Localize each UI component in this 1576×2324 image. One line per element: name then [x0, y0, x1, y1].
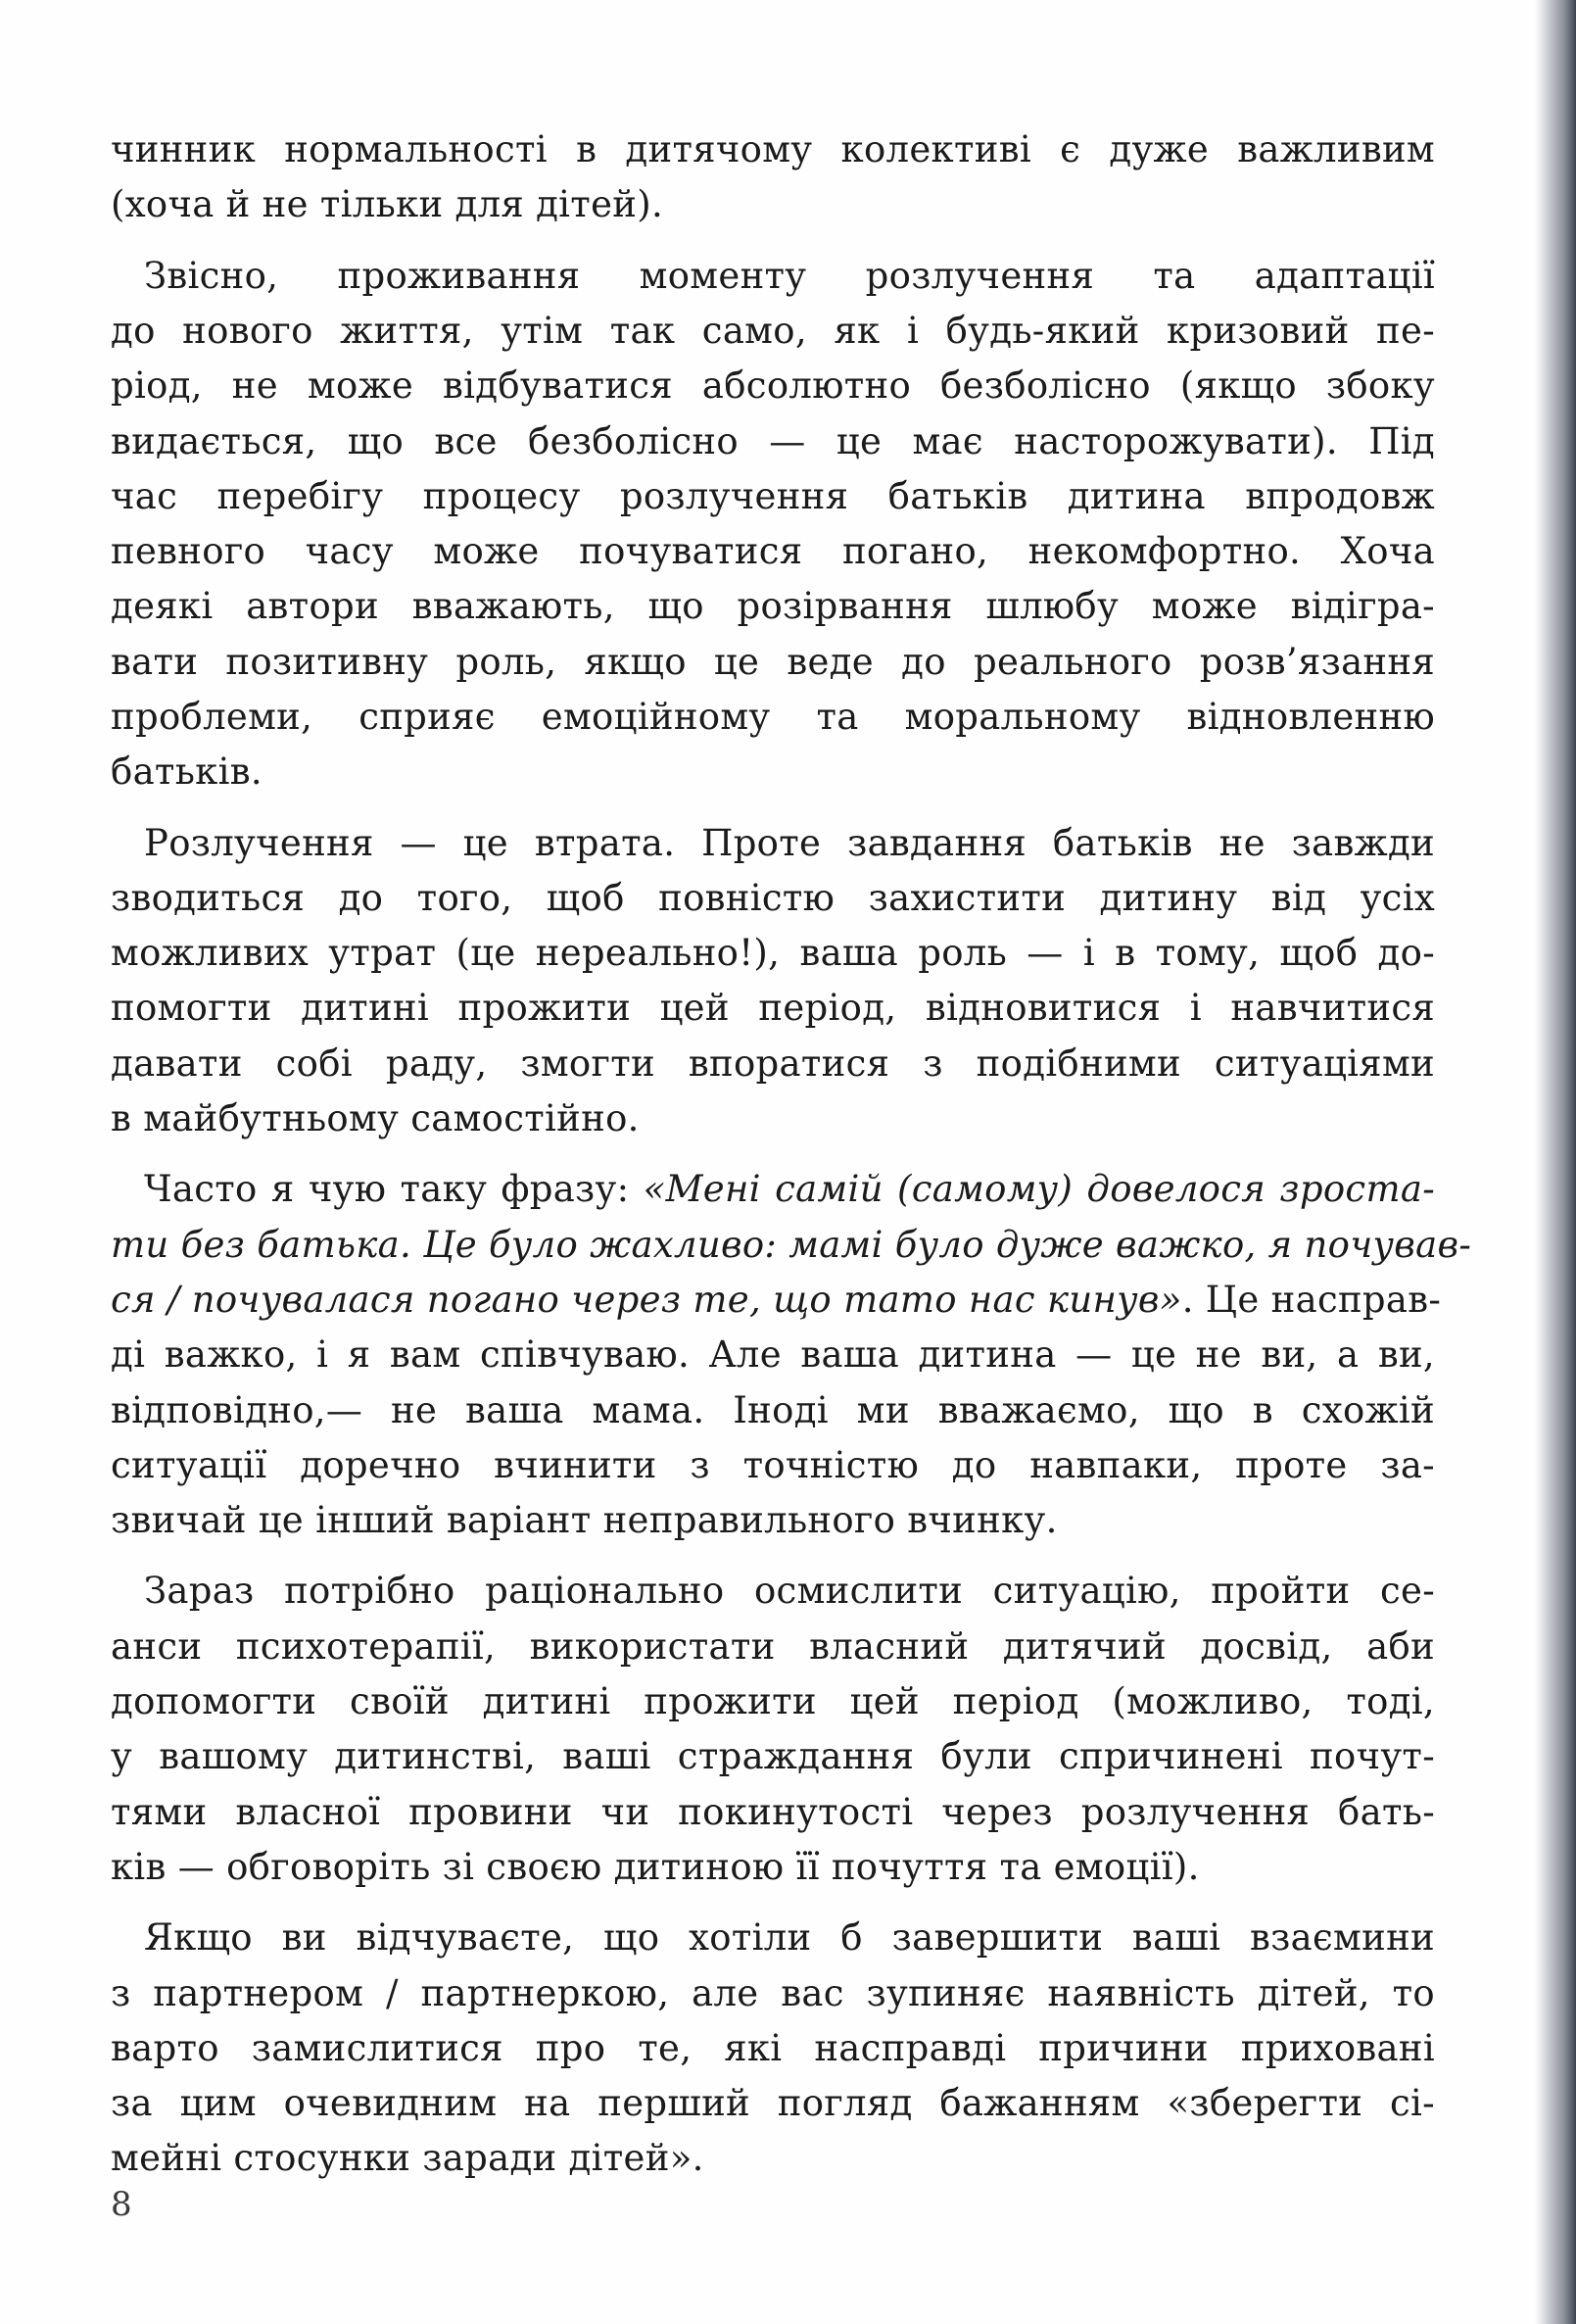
text-line — [111, 1037, 1435, 1091]
text-line — [111, 1674, 1435, 1729]
text-segment: чинник нормальності в дитячому колективі є дуже важливим — [111, 128, 1435, 170]
text-line — [111, 2076, 1435, 2131]
text-line — [111, 690, 1435, 745]
text-segment: у вашому дитинстві, ваші страждання були спричинені почут- — [111, 1735, 1435, 1777]
text-line — [111, 635, 1435, 690]
text-segment: можливих утрат (це нереально!), ваша роль — і в тому, щоб до- — [111, 932, 1435, 974]
text-segment: певного часу може почуватися погано, некомфортно. Хоча — [111, 530, 1435, 572]
text-line — [111, 926, 1435, 981]
text-segment: ситуації доречно вчинити з точністю до навпаки, проте за- — [111, 1444, 1435, 1486]
text-segment: за цим очевидним на перший погляд бажанням «зберегти сі- — [111, 2082, 1435, 2124]
text-segment: з партнером / партнеркою, але вас зупиняє наявність дітей, то — [111, 1972, 1435, 2014]
text-line — [111, 1729, 1435, 1784]
text-line — [111, 1785, 1435, 1840]
text-segment: допомогти своїй дитині прожити цей період (можливо, тоді, — [111, 1680, 1435, 1722]
text-segment: зводиться до того, щоб повністю захистити дитину від усіх — [111, 877, 1435, 919]
text-line — [111, 2021, 1435, 2076]
text-line — [111, 1966, 1435, 2021]
text-segment: Якщо ви відчуваєте, що хотіли б завершити ваші взаємини — [144, 1916, 1435, 1959]
text-line — [111, 2131, 1435, 2186]
text-line — [144, 816, 1435, 871]
page-edge-shadow — [1535, 0, 1576, 2324]
text-line — [144, 1162, 1435, 1217]
text-line — [144, 1911, 1435, 1965]
text-line — [111, 1493, 1435, 1548]
text-segment: Часто я чую таку фразу: — [144, 1168, 644, 1210]
text-line — [144, 249, 1435, 304]
text-segment: вати позитивну роль, якщо це веде до реального розв’язання — [111, 641, 1435, 683]
text-segment: видається, що все безболісно — це має насторожувати). Під — [111, 420, 1435, 462]
text-segment: помогти дитині прожити цей період, відновитися і навчитися — [111, 987, 1435, 1029]
text-line — [111, 1273, 1442, 1328]
text-line — [111, 579, 1435, 634]
quoted-italic-text: «Мені самій (самому) довелося зроста- — [643, 1168, 1435, 1210]
text-segment: до нового життя, утім так само, як і будь-який кризовий пе- — [111, 310, 1435, 352]
text-line — [111, 414, 1435, 469]
text-segment: звичай це інший варіант неправильного вчинку. — [111, 1499, 1058, 1541]
text-segment: Звісно, проживання моменту розлучення та адаптації — [144, 255, 1435, 297]
text-segment: давати собі раду, змогти впоратися з подібними ситуаціями — [111, 1042, 1435, 1085]
text-line — [111, 359, 1435, 413]
text-segment: Зараз потрібно раціонально осмислити ситуацію, пройти се- — [144, 1570, 1435, 1612]
text-line — [111, 122, 1435, 177]
text-segment: Розлучення — це втрата. Проте завдання батьків не завжди — [144, 822, 1435, 864]
text-segment: анси психотерапії, використати власний дитячий досвід, аби — [111, 1625, 1435, 1668]
text-line — [144, 1564, 1435, 1619]
text-line — [111, 304, 1435, 359]
text-segment: варто замислитися про те, які насправді причини приховані — [111, 2027, 1435, 2069]
text-segment: батьків. — [111, 750, 263, 793]
text-segment: проблеми, сприяє емоційному та моральному відновленню — [111, 696, 1435, 738]
text-segment: мейні стосунки заради дітей». — [111, 2137, 704, 2179]
text-line — [111, 524, 1435, 579]
text-line — [111, 1438, 1435, 1493]
text-segment: в майбутньому самостійно. — [111, 1097, 640, 1139]
text-segment: ді важко, і я вам співчуваю. Але ваша дитина — це не ви, а ви, — [111, 1333, 1435, 1376]
text-line — [111, 871, 1435, 926]
quoted-italic-text: ти без батька. Це було жахливо: мамі було дуже важко, я почував- — [111, 1224, 1472, 1266]
text-segment: . Це насправ- — [1181, 1279, 1442, 1321]
text-line — [111, 1620, 1435, 1674]
text-line — [111, 1383, 1435, 1438]
text-segment: тями власної провини чи покинутості через розлучення бать- — [111, 1791, 1435, 1833]
text-line — [111, 177, 1435, 232]
text-segment: відповідно,— не ваша мама. Іноді ми вважаємо, що в схожій — [111, 1389, 1435, 1431]
text-line — [111, 1328, 1435, 1382]
text-segment: деякі автори вважають, що розірвання шлюбу може відігра- — [111, 585, 1435, 627]
text-line — [111, 745, 1435, 799]
quoted-italic-text: ся / почувалася погано через те, що тато нас кинув» — [111, 1279, 1182, 1321]
text-segment: ків — обговоріть зі своєю дитиною її почуття та емоції). — [111, 1846, 1200, 1888]
text-line — [111, 1840, 1435, 1895]
text-line — [111, 469, 1435, 524]
text-line — [111, 981, 1435, 1036]
text-line — [111, 1218, 1472, 1273]
text-segment: час перебігу процесу розлучення батьків дитина впродовж — [111, 475, 1435, 517]
text-segment: ріод, не може відбуватися абсолютно безболісно (якщо збоку — [111, 364, 1435, 407]
page-number: 8 — [111, 2185, 132, 2224]
text-line — [111, 1091, 1435, 1146]
text-segment: (хоча й не тільки для дітей). — [111, 183, 664, 225]
